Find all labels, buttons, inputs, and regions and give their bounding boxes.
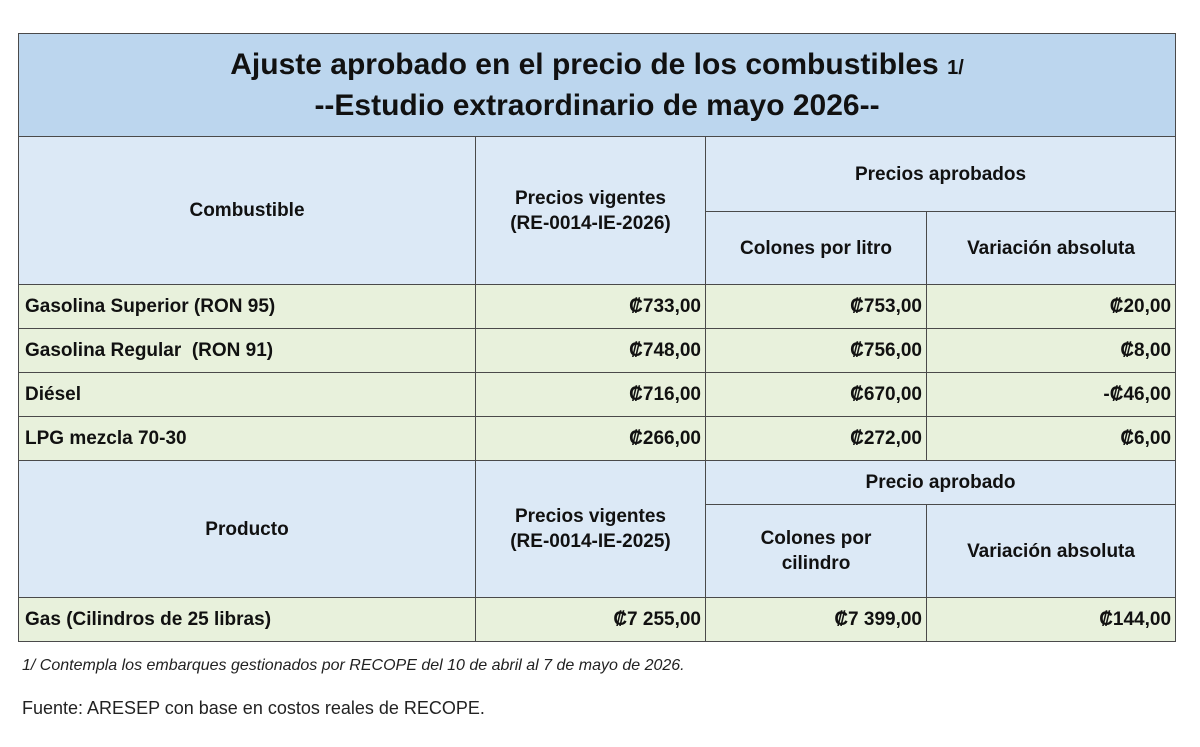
header-colones-litro: Colones por litro: [706, 212, 927, 285]
fuel-name: Gasolina Regular (RON 91): [19, 329, 476, 373]
title-note-marker: 1/: [947, 57, 964, 79]
fuel-price-table-container: [18, 33, 1175, 642]
table-row: [19, 373, 1176, 417]
title-line-2: --Estudio extraordinario de mayo 2026--: [314, 89, 880, 122]
title-line-1: [19, 46, 1175, 87]
current-price: ₡7 255,00: [476, 598, 706, 642]
fuel-name: Diésel: [19, 373, 476, 417]
header-current-prices: Precios vigentes (RE-0014-IE-2026): [476, 137, 706, 285]
price-variation: ₡144,00: [927, 598, 1176, 642]
approved-price: ₡670,00: [706, 373, 927, 417]
approved-price: ₡753,00: [706, 285, 927, 329]
header-current-prices-product: Precios vigentes (RE-0014-IE-2025): [476, 461, 706, 598]
price-variation: ₡6,00: [927, 417, 1176, 461]
header-variation-product: Variación absoluta: [927, 505, 1176, 598]
fuel-name: Gasolina Superior (RON 95): [19, 285, 476, 329]
fuel-name: LPG mezcla 70-30: [19, 417, 476, 461]
current-price: ₡266,00: [476, 417, 706, 461]
header-combustible: Combustible: [19, 137, 476, 285]
header-variation: Variación absoluta: [927, 212, 1176, 285]
header-producto: Producto: [19, 461, 476, 598]
product-name: Gas (Cilindros de 25 libras): [19, 598, 476, 642]
current-price: ₡748,00: [476, 329, 706, 373]
current-price: ₡733,00: [476, 285, 706, 329]
table-row: [19, 417, 1176, 461]
approved-price: ₡272,00: [706, 417, 927, 461]
fuel-price-table: [18, 33, 1176, 642]
price-variation: -₡46,00: [927, 373, 1176, 417]
table-row: [19, 285, 1176, 329]
table-row: [19, 329, 1176, 373]
title-text: Ajuste aprobado en el precio de los combustibles: [230, 48, 939, 81]
source-note: Fuente: ARESEP con base en costos reales de RECOPE.: [22, 698, 485, 718]
footnote: 1/ Contempla los embarques gestionados por RECOPE del 10 de abril al 7 de mayo de 2026.: [22, 657, 685, 674]
price-variation: ₡20,00: [927, 285, 1176, 329]
approved-price: ₡7 399,00: [706, 598, 927, 642]
table-title: [19, 34, 1176, 137]
table-row: [19, 598, 1176, 642]
header-colones-cilindro: Colones por cilindro: [706, 505, 927, 598]
header-approved-price: Precio aprobado: [706, 461, 1176, 505]
current-price: ₡716,00: [476, 373, 706, 417]
price-variation: ₡8,00: [927, 329, 1176, 373]
header-approved-prices: Precios aprobados: [706, 137, 1176, 212]
approved-price: ₡756,00: [706, 329, 927, 373]
